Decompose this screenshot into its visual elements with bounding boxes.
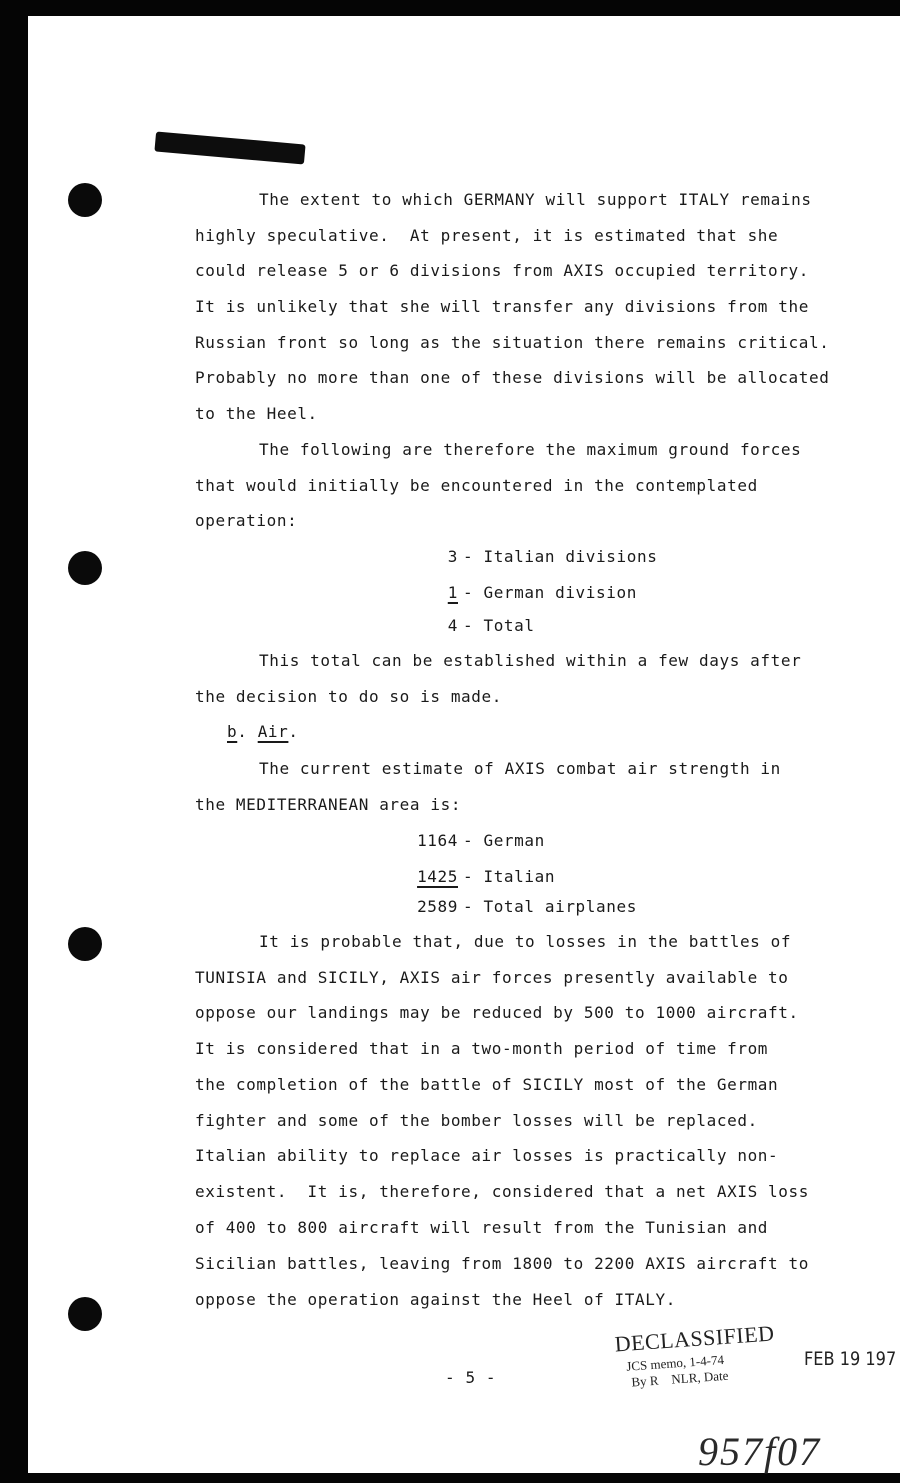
stamp-by-date: By R NLR, Date [630,1367,729,1390]
text-line: the decision to do so is made. [195,687,502,706]
section-heading: b. Air. [227,722,299,741]
stamp-title: DECLASSIFIED [613,1320,776,1357]
text-line: This total can be established within a few days after [259,651,802,670]
ground-count: 3 [447,547,458,566]
text-line: fighter and some of the bomber losses will be replaced. [195,1111,758,1130]
air-count: 1164 [417,831,458,850]
text-line: The extent to which GERMANY will support ITALY remains [259,190,812,209]
air-count: 1425 [417,867,458,886]
text-line: It is unlikely that she will transfer any divisions from the [195,297,809,316]
ground-label: - Italian divisions [463,547,658,566]
text-line: the completion of the battle of SICILY most of the German [195,1075,779,1094]
text-line: Italian ability to replace air losses is practically non- [195,1146,779,1165]
handwritten-note: 957f07 [698,1429,822,1474]
text-line: oppose our landings may be reduced by 500 to 1000 aircraft. [195,1003,799,1022]
air-count: 2589 [417,897,458,916]
text-line: It is probable that, due to losses in the battles of [259,932,792,951]
ground-label: - German division [463,583,637,602]
text-line: Russian front so long as the situation there remains critical. [195,333,830,352]
ground-label: - Total [463,616,535,635]
text-line: The following are therefore the maximum ground forces [259,440,802,459]
text-line: that would initially be encountered in the contemplated [195,476,758,495]
air-label: - German [463,831,545,850]
classification-redaction [154,132,305,165]
ground-count: 4 [447,616,458,635]
punch-hole [68,927,102,961]
text-line: It is considered that in a two-month period of time from [195,1039,769,1058]
punch-hole [68,551,102,585]
punch-hole [68,1297,102,1331]
stamp-date: FEB 19 197 [804,1348,897,1370]
air-label: - Total airplanes [463,897,637,916]
text-line: to the Heel. [195,404,318,423]
text-line: Sicilian battles, leaving from 1800 to 2200 AXIS aircraft to [195,1254,809,1273]
text-line: Probably no more than one of these divisions will be allocated [195,368,830,387]
text-line: the MEDITERRANEAN area is: [195,795,462,814]
text-line: The current estimate of AXIS combat air strength in [259,759,781,778]
text-line: highly speculative. At present, it is estimated that she [195,226,779,245]
text-line: could release 5 or 6 divisions from AXIS occupied territory. [195,261,809,280]
text-line: TUNISIA and SICILY, AXIS air forces presently available to [195,968,789,987]
declassified-stamp [597,1313,792,1406]
text-line: oppose the operation against the Heel of ITALY. [195,1290,676,1309]
text-line: of 400 to 800 aircraft will result from the Tunisian and [195,1218,769,1237]
stamp-memo: JCS memo, 1-4-74 [625,1352,725,1374]
page-number: - 5 - [445,1368,497,1387]
text-line: operation: [195,511,298,530]
air-label: - Italian [463,867,556,886]
punch-hole [68,183,102,217]
scan-top-edge [0,0,900,16]
ground-count: 1 [447,583,458,602]
scan-left-edge [0,0,28,1483]
text-line: existent. It is, therefore, considered that a net AXIS loss [195,1182,809,1201]
